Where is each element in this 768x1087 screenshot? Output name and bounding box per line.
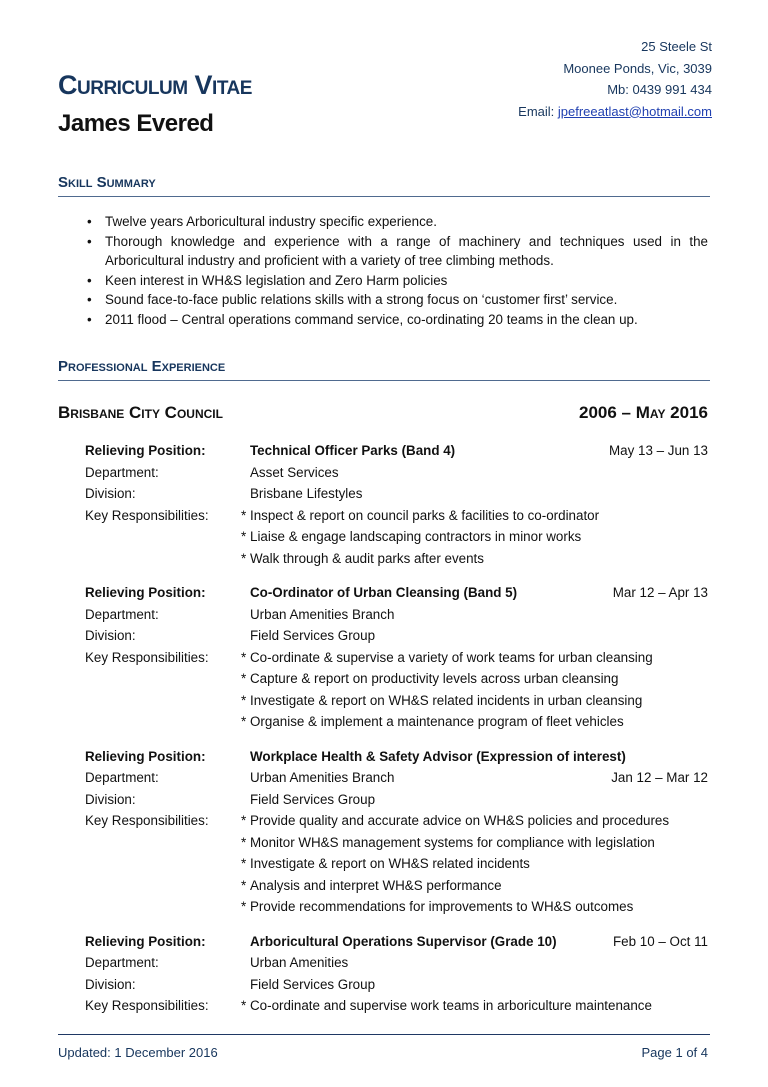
contact-block	[518, 36, 712, 122]
responsibility-row	[85, 832, 708, 854]
job-list	[85, 440, 708, 1030]
row-label: Division:	[85, 486, 136, 501]
responsibility-row	[85, 668, 708, 690]
row-value: Urban Amenities	[250, 955, 349, 970]
responsibility-row	[85, 647, 708, 669]
footer-divider	[58, 1034, 710, 1035]
responsibility-text: Co-ordinate & supervise a variety of work teams for urban cleansing	[250, 649, 653, 665]
email-label: Email:	[518, 103, 558, 119]
job-entry	[85, 440, 708, 569]
document-title: Curriculum Vitae	[58, 70, 252, 100]
row-value: Workplace Health & Safety Advisor (Expression of interest)	[250, 748, 626, 764]
date-range: May 13 – Jun 13	[608, 443, 708, 458]
responsibility-row	[85, 875, 708, 897]
skill-item: • Twelve years Arboricultural industry specific experience.	[85, 212, 708, 232]
candidate-name: James Evered	[58, 110, 214, 137]
row-label: Division:	[85, 791, 136, 807]
division-row	[85, 483, 708, 505]
job-entry	[85, 746, 708, 918]
skill-list	[85, 212, 708, 329]
responsibility-row	[85, 896, 708, 918]
email-link[interactable]: jpefreeatlast@hotmail.com	[557, 103, 712, 119]
responsibility-row	[85, 690, 708, 712]
position-row	[85, 931, 708, 953]
skill-item: • 2011 flood – Central operations command service, co-ordinating 20 teams in the clean up.	[85, 310, 708, 330]
responsibility-text: Provide recommendations for improvements to WH&S outcomes	[250, 899, 634, 914]
asterisk-bullet: *	[241, 529, 247, 544]
department-row	[85, 952, 708, 974]
position-row	[85, 582, 708, 604]
row-value: Field Services Group	[250, 976, 376, 992]
responsibilities-label: Key Responsibilities:	[85, 507, 209, 523]
department-row	[85, 767, 708, 789]
row-label: Relieving Position:	[85, 585, 206, 600]
asterisk-bullet: *	[241, 671, 247, 686]
asterisk-bullet: *	[241, 649, 247, 665]
asterisk-bullet: *	[241, 550, 247, 566]
responsibility-text: Inspect & report on council parks & facilities to co-ordinator	[250, 507, 600, 523]
row-label: Department:	[85, 606, 159, 622]
row-value: Co-Ordinator of Urban Cleansing (Band 5)	[250, 585, 518, 600]
job-entry	[85, 931, 708, 1017]
row-value: Field Services Group	[250, 628, 376, 643]
job-entry	[85, 582, 708, 733]
responsibility-text: Investigate & report on WH&S related incidents	[250, 856, 530, 871]
row-label: Department:	[85, 955, 159, 970]
row-label: Relieving Position:	[85, 443, 206, 458]
responsibility-row	[85, 711, 708, 733]
skill-item: • Thorough knowledge and experience with a range of machinery and techniques used in the Arboricultural industry and proficient with a variety of tree climbing methods.	[85, 232, 708, 271]
employment-period: 2006 – May 2016	[579, 403, 708, 422]
skill-item: • Sound face-to-face public relations skills with a strong focus on ‘customer first’ service.	[85, 290, 708, 310]
address-line-2: Moonee Ponds, Vic, 3039	[563, 60, 712, 76]
asterisk-bullet: *	[241, 998, 247, 1013]
row-value: Urban Amenities Branch	[250, 770, 395, 785]
address-line-1: 25 Steele St	[641, 39, 712, 54]
responsibility-text: Analysis and interpret WH&S performance	[250, 877, 502, 893]
row-value: Field Services Group	[250, 791, 376, 807]
employer-name: Brisbane City Council	[58, 403, 223, 422]
asterisk-bullet: *	[241, 507, 247, 523]
row-value: Technical Officer Parks (Band 4)	[250, 443, 456, 458]
responsibility-row	[85, 526, 708, 548]
date-range: Mar 12 – Apr 13	[612, 585, 708, 600]
responsibilities-label: Key Responsibilities:	[85, 649, 209, 665]
responsibility-text: Liaise & engage landscaping contractors in minor works	[250, 529, 582, 544]
row-value: Arboricultural Operations Supervisor (Grade 10)	[250, 933, 557, 949]
division-row	[85, 789, 708, 811]
responsibility-row	[85, 853, 708, 875]
row-value: Asset Services	[250, 464, 339, 480]
mobile: Mb: 0439 991 434	[607, 82, 712, 97]
updated-date: Updated: 1 December 2016	[58, 1045, 218, 1060]
responsibility-text: Provide quality and accurate advice on WH&S policies and procedures	[250, 813, 670, 828]
department-row	[85, 462, 708, 484]
asterisk-bullet: *	[241, 692, 247, 708]
department-row	[85, 604, 708, 626]
row-label: Relieving Position:	[85, 933, 206, 949]
email-line	[518, 101, 712, 123]
row-label: Division:	[85, 976, 136, 992]
responsibility-row	[85, 505, 708, 527]
page-number: Page 1 of 4	[641, 1045, 708, 1060]
responsibility-text: Monitor WH&S management systems for compliance with legislation	[250, 834, 655, 850]
employer-row	[58, 403, 708, 423]
responsibility-text: Capture & report on productivity levels across urban cleansing	[250, 671, 619, 686]
responsibility-text: Walk through & audit parks after events	[250, 550, 484, 566]
responsibilities-label: Key Responsibilities:	[85, 813, 209, 828]
row-label: Department:	[85, 464, 159, 480]
asterisk-bullet: *	[241, 877, 247, 893]
date-range: Jan 12 – Mar 12	[611, 770, 708, 785]
asterisk-bullet: *	[241, 714, 247, 729]
responsibility-text: Investigate & report on WH&S related incidents in urban cleansing	[250, 692, 643, 708]
position-row	[85, 746, 708, 768]
asterisk-bullet: *	[241, 856, 247, 871]
row-label: Division:	[85, 628, 136, 643]
asterisk-bullet: *	[241, 899, 247, 914]
row-value: Urban Amenities Branch	[250, 606, 395, 622]
row-value: Brisbane Lifestyles	[250, 486, 363, 501]
responsibility-text: Co-ordinate and supervise work teams in arboriculture maintenance	[250, 998, 652, 1013]
asterisk-bullet: *	[241, 813, 247, 828]
responsibility-row	[85, 995, 708, 1017]
responsibility-row	[85, 548, 708, 570]
date-range: Feb 10 – Oct 11	[612, 933, 708, 949]
responsibility-row	[85, 810, 708, 832]
division-row	[85, 974, 708, 996]
row-label: Department:	[85, 770, 159, 785]
skill-item: • Keen interest in WH&S legislation and Zero Harm policies	[85, 271, 708, 291]
experience-heading: Professional Experience	[58, 358, 710, 381]
responsibility-text: Organise & implement a maintenance program of fleet vehicles	[250, 714, 624, 729]
position-row	[85, 440, 708, 462]
skill-summary-heading: Skill Summary	[58, 174, 710, 197]
responsibilities-label: Key Responsibilities:	[85, 998, 209, 1013]
division-row	[85, 625, 708, 647]
row-label: Relieving Position:	[85, 748, 206, 764]
asterisk-bullet: *	[241, 834, 247, 850]
